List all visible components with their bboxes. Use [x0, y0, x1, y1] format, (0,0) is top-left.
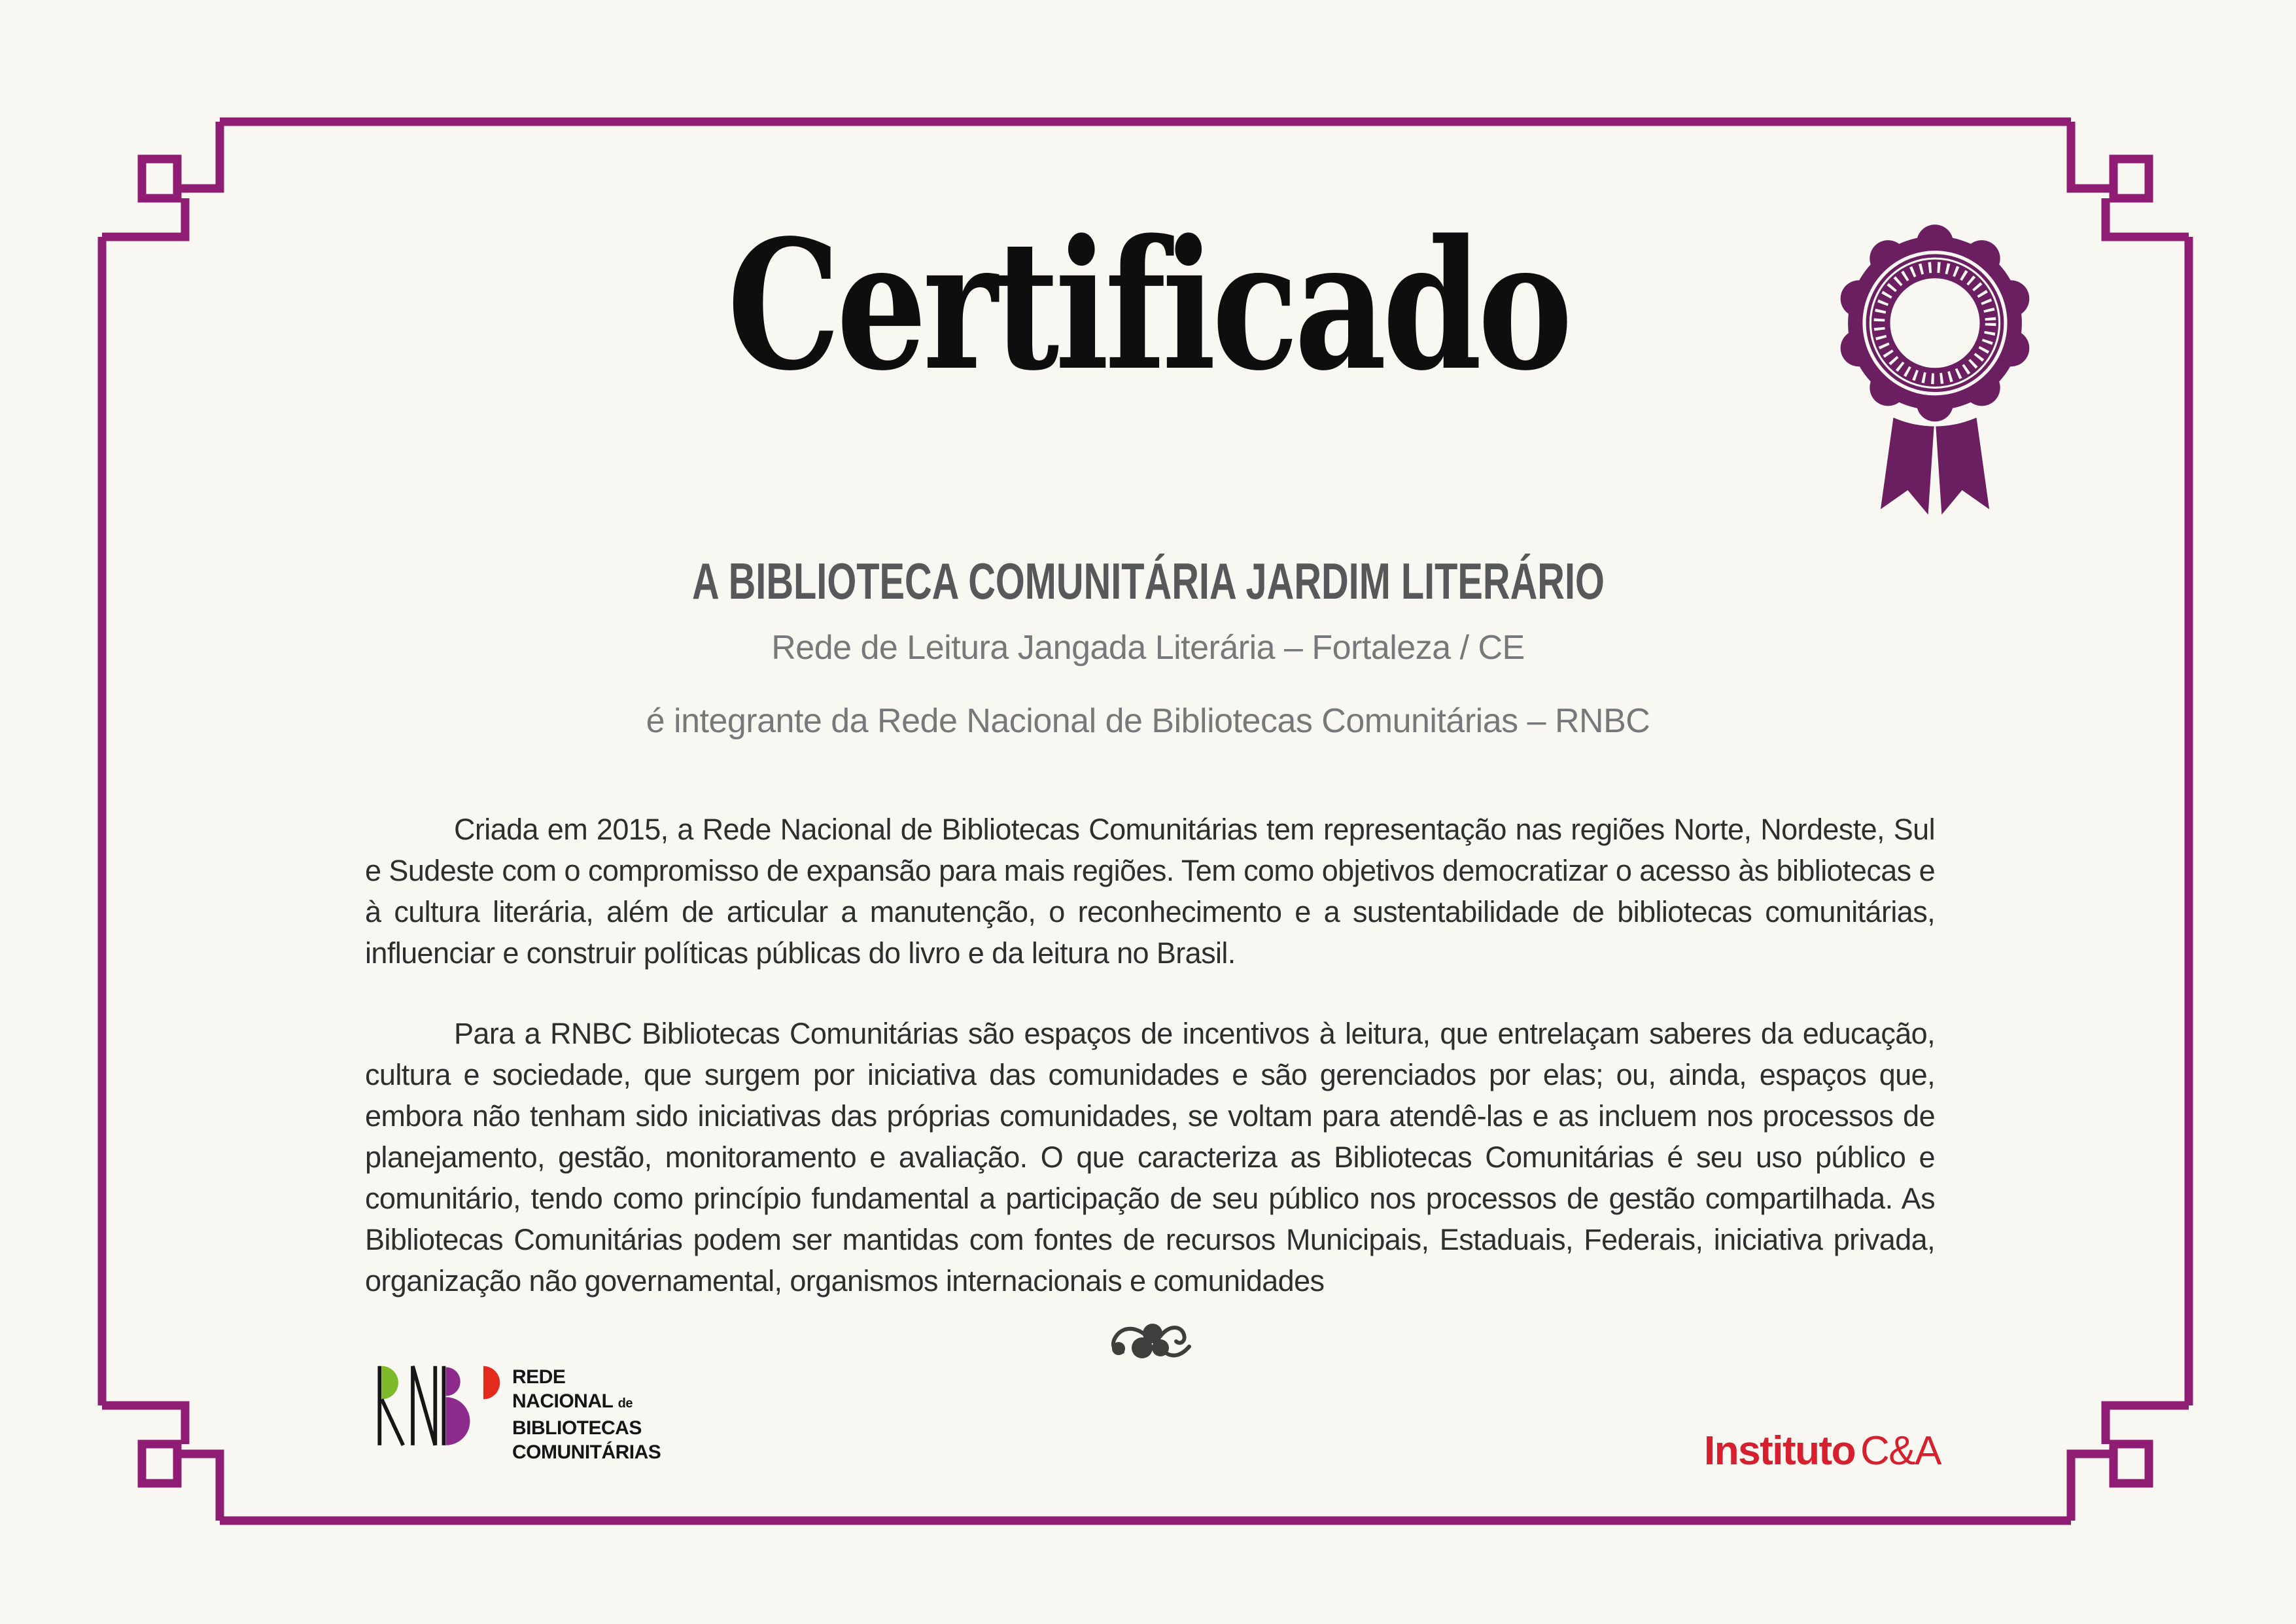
- recipient-heading: [0, 554, 2296, 610]
- rnbc-wordmark-line-4: COMUNITÁRIAS: [512, 1441, 661, 1463]
- rnbc-wordmark-line-2: NACIONAL de: [512, 1390, 633, 1412]
- certificate-body: [365, 809, 1935, 1301]
- rnbc-logo-mark: [368, 1360, 502, 1451]
- award-ribbon-seal-icon: [1833, 221, 2037, 540]
- frame-corner-bottom-right: [2071, 1405, 2189, 1521]
- rnbc-logo: [368, 1360, 661, 1464]
- rnbc-wordmark-line-3: BIBLIOTECAS: [512, 1417, 642, 1439]
- instituto-cea-logo: [1704, 1428, 1941, 1474]
- cea-word: C&A: [1860, 1428, 1941, 1474]
- instituto-word: Instituto: [1704, 1428, 1855, 1474]
- frame-corner-bottom-left: [102, 1405, 220, 1521]
- rnbc-wordmark-de: de: [617, 1396, 633, 1411]
- body-paragraph-2: Para a RNBC Bibliotecas Comunitárias são espaços de incentivos à leitura, que entrelaçam saberes da educação, cultura e sociedade, que surgem por iniciativa das comunidades e são gerenciados por elas; ou, ainda, espaços que, embora não tenham sido iniciativas das próprias comunidades, se voltam para atendê-las e as incluem nos processos de planejamento, gestão, monitoramento e avaliação. O que caracteriza as Bibliotecas Comunitárias é seu uso público e comunitário, tendo como princípio fundamental a participação de seu público nos processos de gestão compartilhada. As Bibliotecas Comunitárias podem ser mantidas com fontes de recursos Municipais, Estaduais, Federais, iniciativa privada, organização não governamental, organismos internacionais e comunidades: [365, 1017, 1935, 1297]
- rnbc-logo-wordmark: [512, 1365, 661, 1464]
- membership-subheading: é integrante da Rede Nacional de Bibliotecas Comunitárias – RNBC: [646, 702, 1650, 740]
- rnbc-wordmark-line-1: REDE: [512, 1366, 566, 1388]
- certificate-title-text: Certificado: [727, 202, 1569, 410]
- network-subheading: Rede de Leitura Jangada Literária – Fortaleza / CE: [771, 629, 1525, 667]
- recipient-heading-text: A BIBLIOTECA COMUNITÁRIA JARDIM LITERÁRIO: [691, 552, 1605, 610]
- body-paragraph-1: Criada em 2015, a Rede Nacional de Bibliotecas Comunitárias tem representação nas regiões Norte, Nordeste, Sul e Sudeste com o compromisso de expansão para mais regiões. Tem como objetivos democratizar o acesso às bibliotecas e à cultura literária, além de articular a manutenção, o reconhecimento e a sustentabilidade de bibliotecas comunitárias, influenciar e construir políticas públicas do livro e da leitura no Brasil.: [365, 813, 1935, 970]
- flourish-ornament-icon: [1104, 1318, 1196, 1373]
